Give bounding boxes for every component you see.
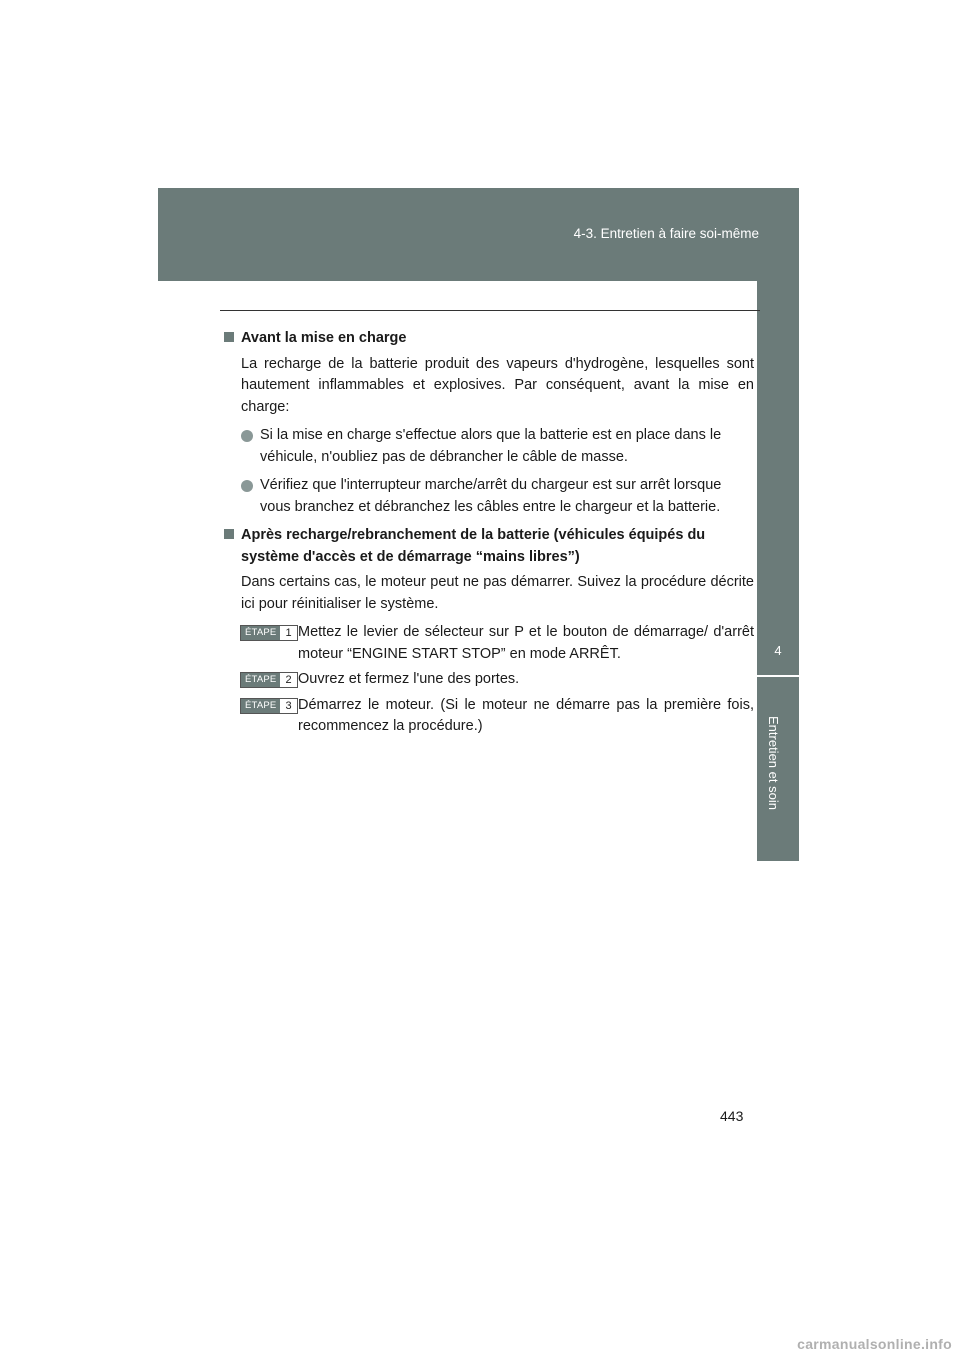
header-band — [158, 188, 799, 281]
step-badge: ÉTAPE 3 — [240, 698, 298, 714]
paragraph-reset-intro: Dans certains cas, le moteur peut ne pas démarrer. Suivez la procédure décrite ici pour réinitialiser le système. — [241, 574, 754, 612]
step-item: ÉTAPE 3 Démarrez le moteur. (Si le moteur ne démarre pas la première fois, recommencez la procédure.) — [224, 695, 754, 738]
paragraph-hydrogen-warning: La recharge de la batterie produit des vapeurs d'hydrogène, lesquelles sont hautement inflammables et explosives. Par conséquent, avant la mise en charge: — [241, 355, 754, 415]
circle-bullet-icon — [241, 480, 253, 492]
step-item: ÉTAPE 2 Ouvrez et fermez l'une des portes. — [224, 669, 754, 691]
square-bullet-icon — [224, 332, 234, 342]
square-bullet-icon — [224, 529, 234, 539]
step-badge: ÉTAPE 1 — [240, 625, 298, 641]
section-heading-before-charging: Avant la mise en charge — [224, 328, 754, 350]
watermark: carmanualsonline.info — [797, 1336, 952, 1352]
circle-bullet-icon — [241, 430, 253, 442]
chapter-number: 4 — [774, 643, 782, 658]
header-rule — [220, 310, 760, 311]
chapter-label: Entretien et soin — [766, 716, 781, 810]
section-title: 4-3. Entretien à faire soi-même — [573, 226, 759, 241]
step-badge: ÉTAPE 2 — [240, 672, 298, 688]
list-item: Vérifiez que l'interrupteur marche/arrêt du chargeur est sur arrêt lorsque vous branchez et débranchez les câbles entre le chargeur et la batterie. — [224, 475, 754, 518]
page-content — [224, 328, 754, 742]
chapter-side-tab — [757, 281, 799, 861]
step-item: ÉTAPE 1 Mettez le levier de sélecteur sur P et le bouton de démarrage/ d'arrêt moteur “ENGINE START STOP” en mode ARRÊT. — [224, 622, 754, 665]
list-item: Si la mise en charge s'effectue alors que la batterie est en place dans le véhicule, n'oubliez pas de débrancher le câble de masse. — [224, 425, 754, 468]
page-number: 443 — [720, 1108, 744, 1124]
chapter-tab-divider — [757, 675, 799, 677]
section-heading-after-recharge: Après recharge/rebranchement de la batterie (véhicules équipés du système d'accès et de démarrage “mains libres”) — [224, 525, 754, 568]
